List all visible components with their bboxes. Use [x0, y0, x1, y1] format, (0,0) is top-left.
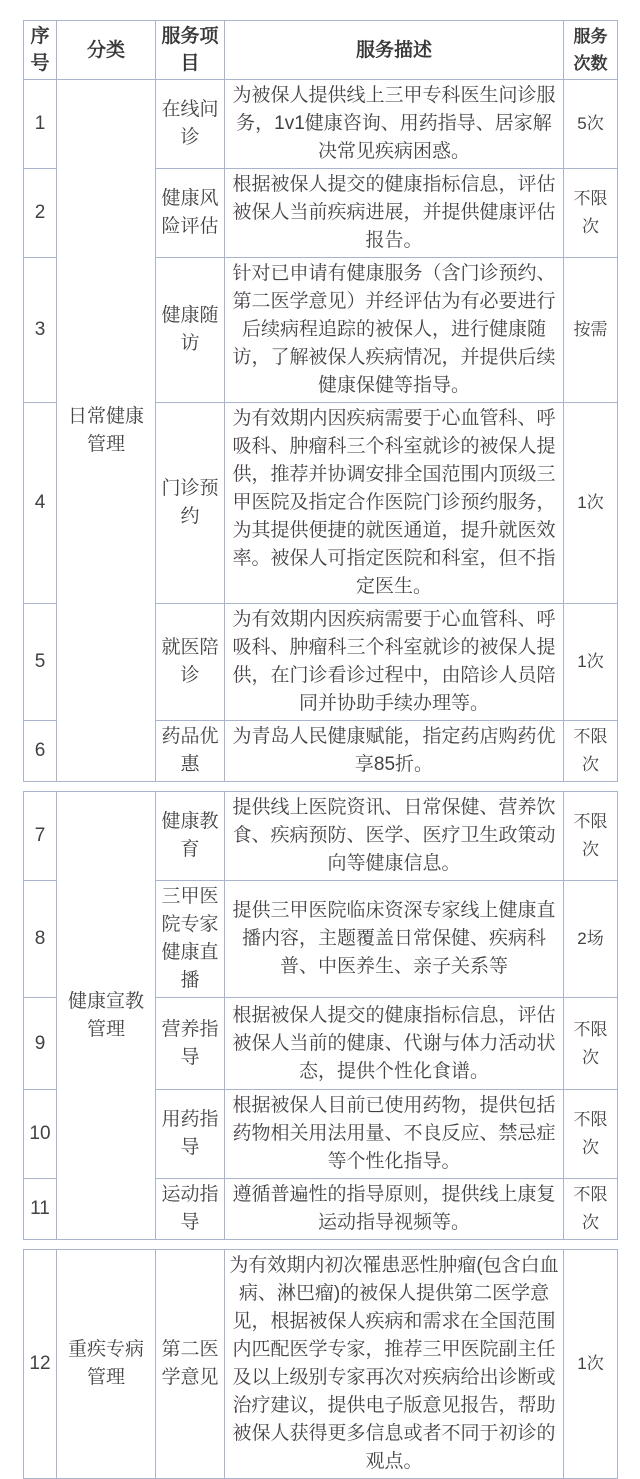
- service-item: 药品优惠: [156, 721, 225, 782]
- row-no: 5: [24, 604, 57, 721]
- service-desc: 提供三甲医院临床资深专家线上健康直播内容，主题覆盖日常保健、疾病科普、中医养生、亲子关系等: [225, 881, 564, 998]
- service-count: 1次: [564, 403, 618, 604]
- service-item: 在线问诊: [156, 80, 225, 169]
- col-header-category: 分类: [57, 21, 156, 80]
- service-count: 不限次: [564, 169, 618, 258]
- row-no: 4: [24, 403, 57, 604]
- service-desc: 遵循普遍性的指导原则，提供线上康复运动指导视频等。: [225, 1179, 564, 1240]
- col-header-service-count: 服务次数: [564, 21, 618, 80]
- row-no: 9: [24, 998, 57, 1090]
- service-count: 1次: [564, 1250, 618, 1479]
- service-count: 1次: [564, 604, 618, 721]
- service-desc: 为有效期内初次罹患恶性肿瘤(包含白血病、淋巴瘤)的被保人提供第二医学意见，根据被保人疾病和需求在全国范围内匹配医学专家，推荐三甲医院副主任及以上级别专家再次对疾病给出诊断或治疗建议，提供电子版意见报告，帮助被保人获得更多信息或者不同于初诊的观点。: [225, 1250, 564, 1479]
- service-desc: 为有效期内因疾病需要于心血管科、呼吸科、肿瘤科三个科室就诊的被保人提供，在门诊看诊过程中，由陪诊人员陪同并协助手续办理等。: [225, 604, 564, 721]
- table-header-row: [24, 21, 618, 80]
- col-header-serial-no: 序号: [24, 21, 57, 80]
- service-item: 健康教育: [156, 792, 225, 881]
- category-cell-health-education: 健康宣教管理: [57, 792, 156, 1240]
- service-item: 健康风险评估: [156, 169, 225, 258]
- service-item: 营养指导: [156, 998, 225, 1090]
- row-no: 12: [24, 1250, 57, 1479]
- service-item: 健康随访: [156, 258, 225, 403]
- service-desc: 为被保人提供线上三甲专科医生问诊服务，1v1健康咨询、用药指导、居家解决常见疾病困惑。: [225, 80, 564, 169]
- row-no: 6: [24, 721, 57, 782]
- service-item: 第二医学意见: [156, 1250, 225, 1479]
- service-desc: 为有效期内因疾病需要于心血管科、呼吸科、肿瘤科三个科室就诊的被保人提供，推荐并协调安排全国范围内顶级三甲医院及指定合作医院门诊预约服务，为其提供便捷的就医通道，提升就医效率。被保人可指定医院和科室，但不指定医生。: [225, 403, 564, 604]
- service-table-section-health-education: [23, 791, 618, 1240]
- table-row-1: [24, 80, 618, 169]
- section-gap: [23, 1240, 617, 1249]
- service-count: 不限次: [564, 721, 618, 782]
- table-row-7: [24, 792, 618, 881]
- service-item: 就医陪诊: [156, 604, 225, 721]
- service-count: 按需: [564, 258, 618, 403]
- service-count: 不限次: [564, 792, 618, 881]
- service-desc: 根据被保人目前已使用药物，提供包括药物相关用法用量、不良反应、禁忌症等个性化指导。: [225, 1090, 564, 1179]
- service-desc: 针对已申请有健康服务（含门诊预约、第二医学意见）并经评估为有必要进行后续病程追踪的被保人，进行健康随访，了解被保人疾病情况，并提供后续健康保健等指导。: [225, 258, 564, 403]
- category-cell-critical-illness: 重疾专病管理: [57, 1250, 156, 1479]
- row-no: 3: [24, 258, 57, 403]
- service-count: 2场: [564, 881, 618, 998]
- service-count: 5次: [564, 80, 618, 169]
- service-count: 不限次: [564, 1090, 618, 1179]
- row-no: 8: [24, 881, 57, 998]
- service-desc: 为青岛人民健康赋能，指定药店购药优享85折。: [225, 721, 564, 782]
- row-no: 1: [24, 80, 57, 169]
- service-table-section-daily-health: [23, 20, 618, 782]
- row-no: 2: [24, 169, 57, 258]
- service-item: 用药指导: [156, 1090, 225, 1179]
- category-cell-daily-health: 日常健康管理: [57, 80, 156, 782]
- section-gap: [23, 782, 617, 791]
- service-desc: 提供线上医院资讯、日常保健、营养饮食、疾病预防、医学、医疗卫生政策动向等健康信息。: [225, 792, 564, 881]
- service-desc: 根据被保人提交的健康指标信息，评估被保人当前的健康、代谢与体力活动状态，提供个性化食谱。: [225, 998, 564, 1090]
- service-count: 不限次: [564, 1179, 618, 1240]
- col-header-service-item: 服务项目: [156, 21, 225, 80]
- service-item: 运动指导: [156, 1179, 225, 1240]
- row-no: 10: [24, 1090, 57, 1179]
- service-item: 三甲医院专家健康直播: [156, 881, 225, 998]
- col-header-service-desc: 服务描述: [225, 21, 564, 80]
- service-item: 门诊预约: [156, 403, 225, 604]
- table-row-12: [24, 1250, 618, 1479]
- row-no: 7: [24, 792, 57, 881]
- row-no: 11: [24, 1179, 57, 1240]
- service-count: 不限次: [564, 998, 618, 1090]
- service-desc: 根据被保人提交的健康指标信息，评估被保人当前疾病进展，并提供健康评估报告。: [225, 169, 564, 258]
- service-table-section-critical-illness: [23, 1249, 618, 1479]
